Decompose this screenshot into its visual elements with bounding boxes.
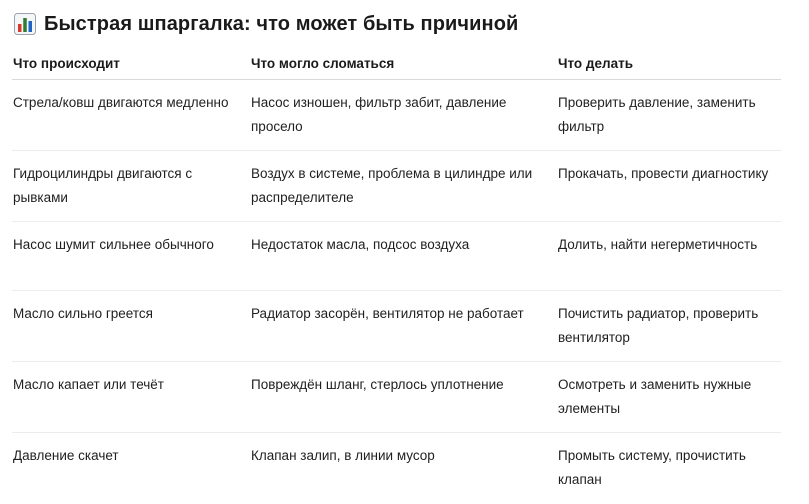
- table-row: [12, 432, 781, 503]
- table-header-row: [12, 48, 781, 79]
- troubleshooting-table: [12, 48, 781, 503]
- cell-symptom: Масло капает или течёт: [12, 361, 250, 432]
- page-title: Быстрая шпаргалка: что может быть причиной: [44, 12, 519, 35]
- column-header-symptom: Что происходит: [12, 48, 250, 79]
- cell-cause: Клапан залип, в линии мусор: [251, 447, 435, 463]
- cell-symptom: Давление скачет: [13, 447, 119, 463]
- cell-cause: Воздух в системе, проблема в цилиндре или распределителе: [250, 150, 557, 221]
- cell-action: Долить, найти негерметичность: [557, 221, 781, 290]
- cell-action: Проверить давление, заменить фильтр: [557, 79, 781, 150]
- cell-symptom: Стрела/ковш двигаются медленно: [12, 79, 250, 150]
- cell-cause: Недостаток масла, подсос воздуха: [250, 221, 557, 290]
- table-row: [12, 150, 781, 221]
- cell-action: Почистить радиатор, проверить вентилятор: [557, 290, 781, 361]
- section-heading: [14, 10, 518, 38]
- cell-action: Прокачать, провести диагностику: [557, 150, 781, 221]
- cell-symptom: Гидроцилиндры двигаются с рывками: [12, 150, 250, 221]
- table-row: [12, 221, 781, 290]
- cell-cause: Насос изношен, фильтр забит, давление просело: [250, 79, 557, 150]
- table-row: [12, 79, 781, 150]
- table-row: [12, 361, 781, 432]
- cell-cause: Повреждён шланг, стерлось уплотнение: [250, 361, 557, 432]
- cell-action: Осмотреть и заменить нужные элементы: [557, 361, 781, 432]
- column-header-cause: Что могло сломаться: [250, 48, 557, 79]
- table-row: [12, 290, 781, 361]
- bar-chart-icon: [14, 13, 36, 35]
- column-header-action: Что делать: [557, 48, 781, 79]
- cell-action: Промыть систему, прочистить клапан: [558, 447, 746, 487]
- cell-cause: Радиатор засорён, вентилятор не работает: [250, 290, 557, 361]
- cell-symptom: Насос шумит сильнее обычного: [12, 221, 250, 290]
- cell-symptom: Масло сильно греется: [12, 290, 250, 361]
